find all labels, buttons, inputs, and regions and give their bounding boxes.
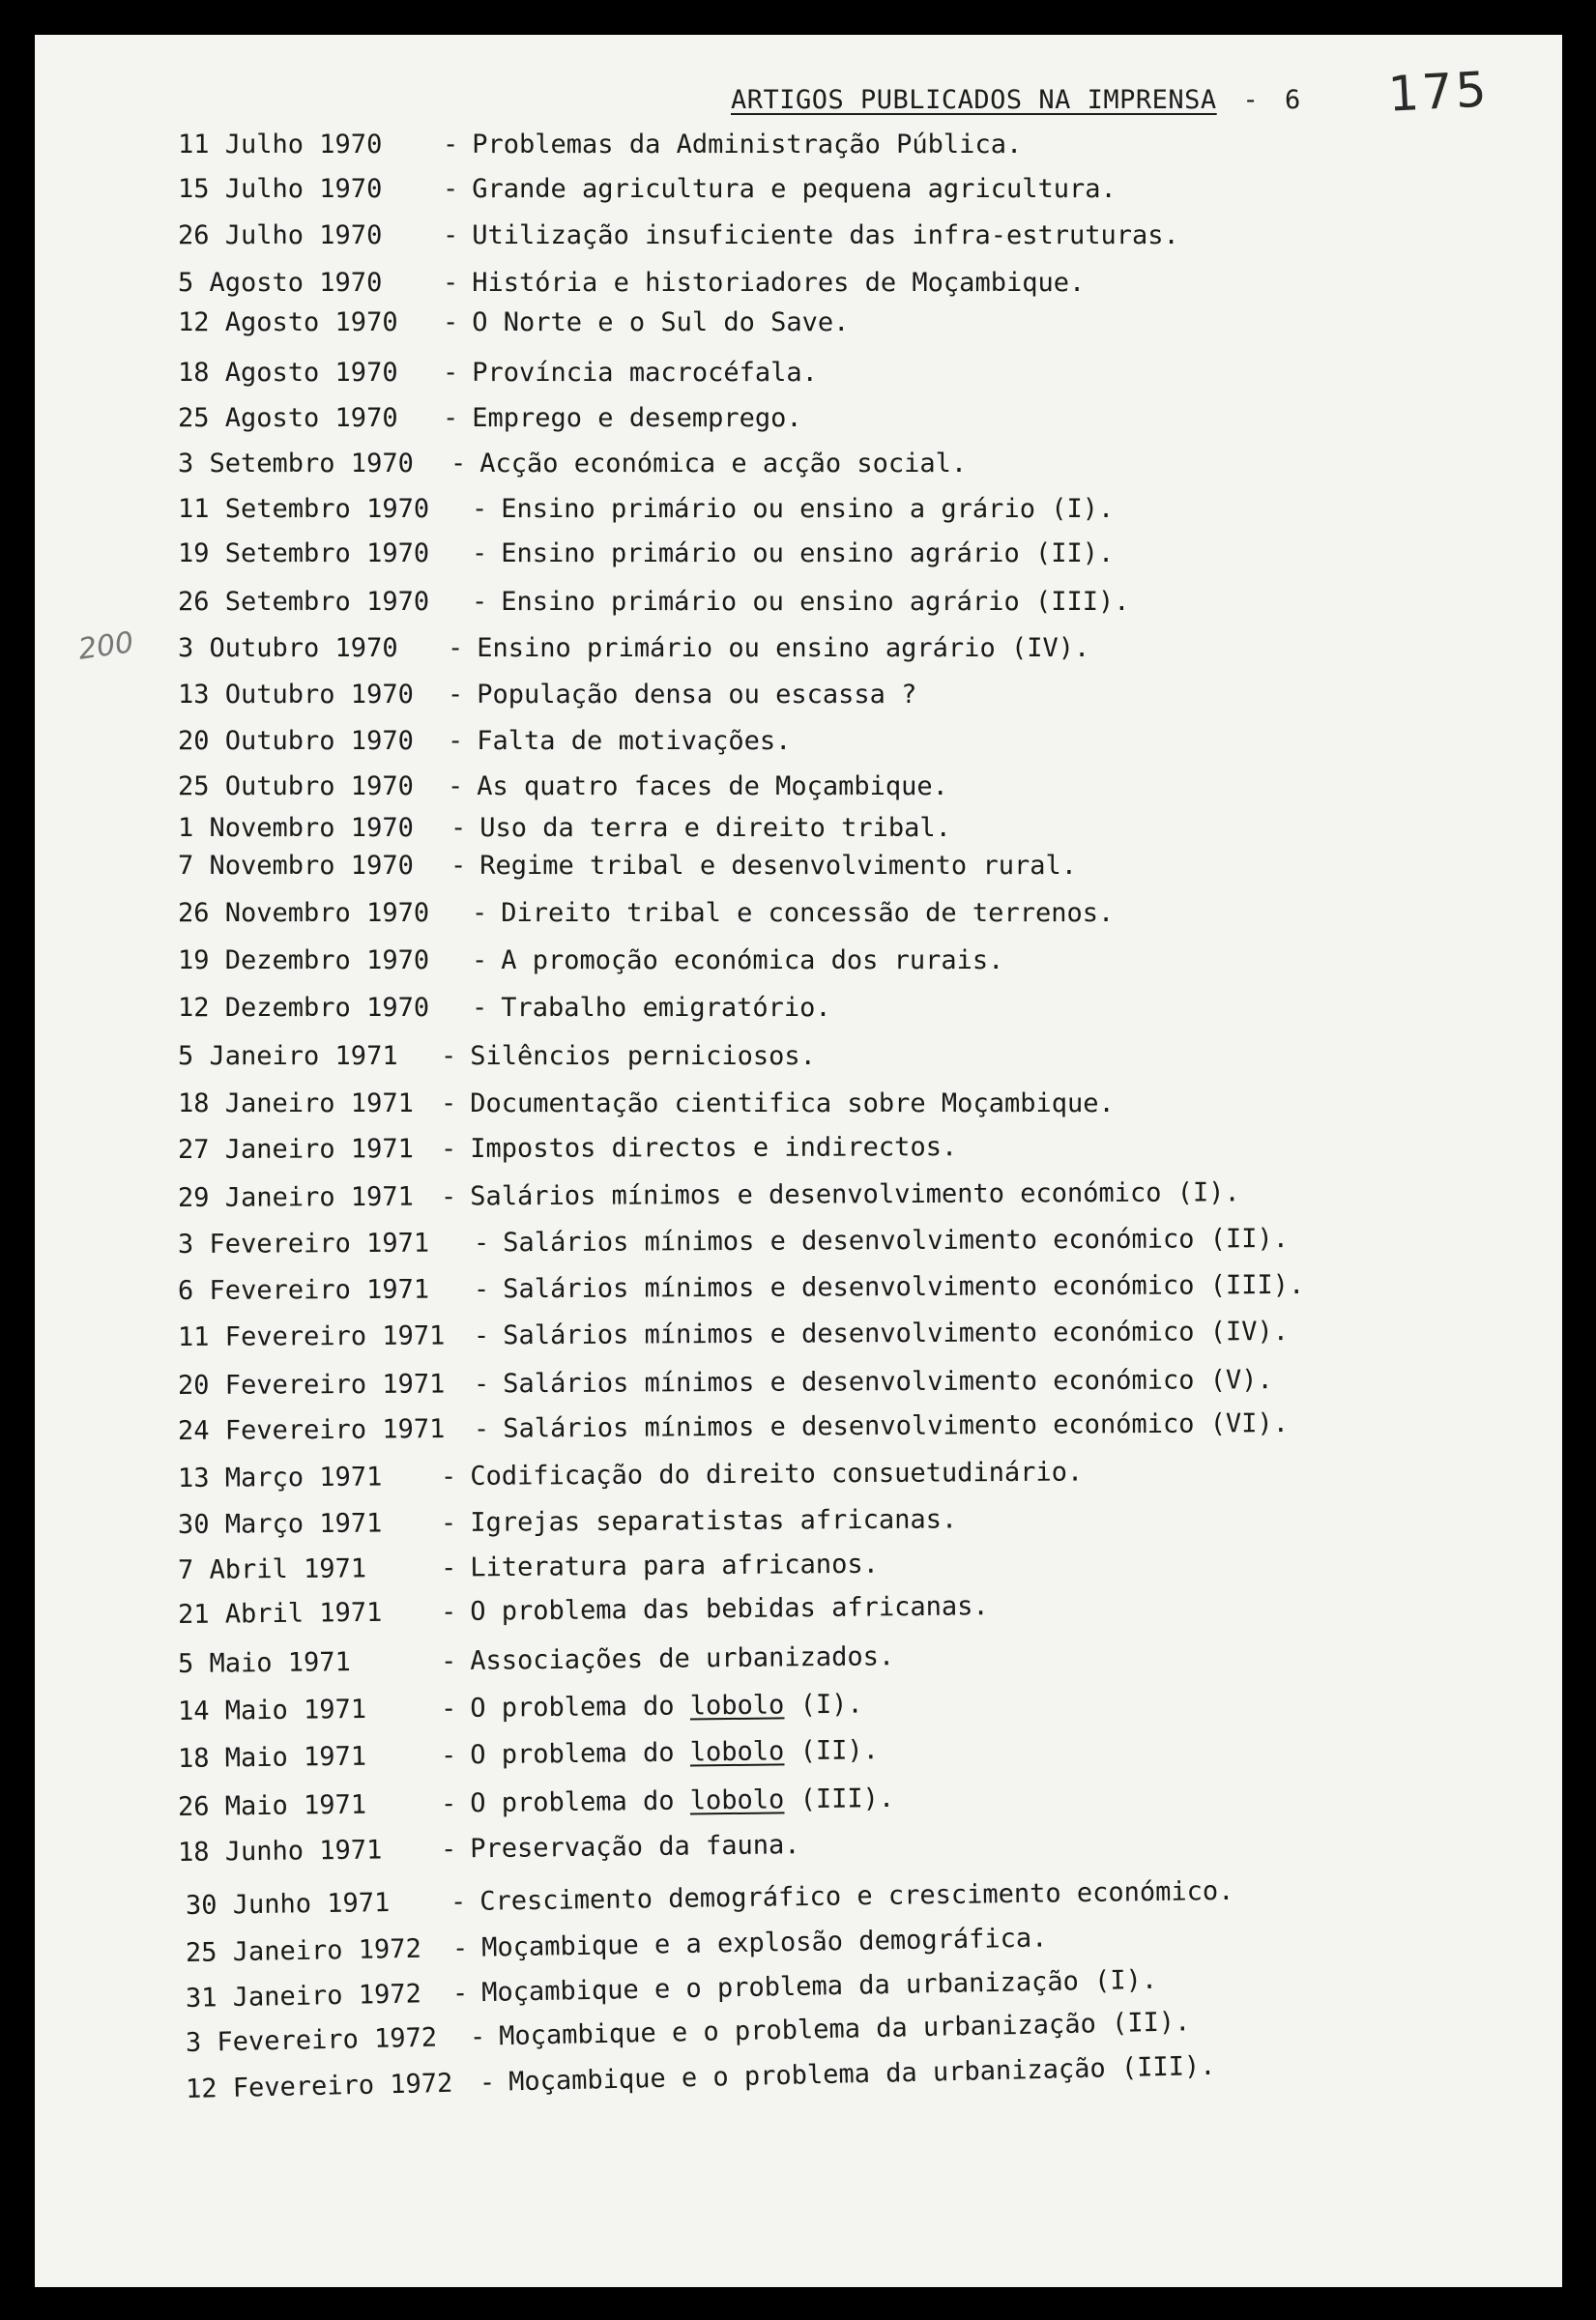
list-item (186, 1965, 1158, 2014)
entry-topic-end: (I). (784, 1689, 863, 1721)
entry-date: 18 Junho 1971 (177, 1835, 383, 1868)
entry-date: 3 Fevereiro 1972 (185, 2022, 438, 2058)
entry-date: 31 Janeiro 1972 (185, 1979, 422, 2014)
list-item (178, 1317, 1289, 1352)
list-item (178, 1735, 879, 1774)
entry-separator: - (443, 307, 459, 337)
entry-topic-end: (III). (784, 1783, 895, 1815)
entry-date: 3 Fevereiro 1971 (177, 1228, 430, 1260)
entry-topic: Crescimento demográfico e crescimento económico. (479, 1875, 1234, 1917)
entry-separator: - (440, 1552, 457, 1583)
entry-topic: A promoção económica dos rurais. (501, 945, 1004, 975)
entry-separator: - (473, 1320, 490, 1351)
entry-topic: Ensino primário ou ensino a grário (I). (501, 494, 1115, 524)
entry-date: 11 Julho 1970 (178, 130, 383, 160)
header-number: 6 (1284, 85, 1301, 115)
entry-topic: Regime tribal e desenvolvimento rural. (479, 851, 1077, 881)
entry-date: 11 Fevereiro 1971 (177, 1320, 446, 1352)
list-item (178, 494, 1114, 524)
entry-date: 27 Janeiro 1971 (177, 1134, 414, 1165)
list-item (186, 1876, 1234, 1921)
entry-date: 25 Agosto 1970 (178, 403, 398, 433)
entry-topic: Ensino primário ou ensino agrário (IV). (477, 633, 1090, 663)
list-item (186, 2007, 1191, 2058)
entry-date: 25 Janeiro 1972 (185, 1933, 422, 1968)
page-header (731, 85, 1301, 115)
list-item (178, 358, 818, 388)
list-item (178, 633, 1089, 663)
list-item (178, 403, 802, 433)
entry-date: 12 Fevereiro 1972 (185, 2068, 453, 2104)
list-item (178, 1041, 816, 1071)
entry-topic: O problema das bebidas africanas. (470, 1591, 989, 1627)
entry-topic (470, 1784, 894, 1818)
entry-separator: - (450, 1886, 467, 1918)
entry-topic: Uso da terra e direito tribal. (479, 813, 951, 843)
entry-topic: Silêncios perniciosos. (470, 1041, 816, 1071)
entry-date: 6 Fevereiro 1971 (177, 1274, 430, 1306)
list-item (178, 1550, 879, 1585)
entry-date: 26 Maio 1971 (177, 1789, 367, 1822)
entry-topic: Utilização insuficiente das infra-estruturas. (472, 220, 1179, 250)
entry-topic: Associações de urbanizados. (470, 1641, 895, 1676)
entry-topic: História e historiadores de Moçambique. (472, 268, 1086, 298)
list-item (178, 130, 1022, 160)
list-item (186, 1923, 1048, 1968)
entry-date: 18 Agosto 1970 (178, 358, 398, 388)
list-item (178, 1591, 989, 1630)
entry-date: 3 Outubro 1970 (178, 633, 398, 663)
entry-separator: - (440, 1788, 457, 1819)
list-item (178, 174, 1117, 204)
entry-date: 12 Dezembro 1970 (178, 993, 430, 1023)
entry-topic: Codificação do direito consuetudinário. (470, 1457, 1084, 1492)
entry-topic-underlined: lobolo (689, 1784, 785, 1816)
entry-date: 19 Setembro 1970 (178, 538, 430, 568)
entry-topic: Falta de motivações. (477, 726, 792, 756)
entry-separator: - (440, 1693, 457, 1725)
entry-topic (470, 1690, 863, 1724)
entry-date: 13 Março 1971 (177, 1462, 383, 1494)
entry-topic: Salários mínimos e desenvolvimento económico (II). (503, 1223, 1290, 1259)
entry-separator: - (448, 633, 464, 663)
list-item (178, 1088, 1115, 1118)
entry-topic: Salários mínimos e desenvolvimento económico (VI). (503, 1407, 1290, 1444)
entry-topic: Salários mínimos e desenvolvimento económico (IV). (503, 1316, 1290, 1351)
entry-separator: - (450, 851, 467, 881)
entry-date: 14 Maio 1971 (177, 1694, 367, 1726)
entry-separator: - (448, 726, 464, 756)
entry-date: 30 Junho 1971 (185, 1888, 391, 1921)
entry-topic: Província macrocéfala. (472, 358, 818, 388)
entry-separator: - (440, 1596, 457, 1628)
entry-separator: - (448, 771, 464, 801)
list-item (178, 771, 948, 801)
entry-separator: - (469, 2021, 486, 2052)
list-item (178, 1177, 1240, 1213)
entry-topic: Literatura para africanos. (470, 1549, 880, 1583)
entry-topic: Preservação da fauna. (470, 1830, 800, 1865)
list-item (178, 449, 967, 478)
entry-topic: Moçambique e a explosão demográfica. (480, 1923, 1048, 1963)
list-item (178, 680, 916, 710)
entry-separator: - (443, 220, 459, 250)
entry-separator: - (448, 680, 464, 710)
entry-topic: Problemas da Administração Pública. (472, 130, 1023, 160)
entry-topic: Ensino primário ou ensino agrário (III). (501, 587, 1130, 617)
entry-topic: Acção económica e acção social. (479, 449, 968, 478)
entry-separator: - (473, 1413, 490, 1444)
list-item (178, 1270, 1304, 1306)
list-item (178, 851, 1077, 881)
entry-date: 7 Novembro 1970 (178, 851, 414, 881)
entry-separator: - (472, 538, 488, 568)
entry-date: 25 Outubro 1970 (178, 771, 414, 801)
entry-separator: - (450, 813, 467, 843)
entry-date: 5 Agosto 1970 (178, 268, 383, 298)
entry-separator: - (473, 1274, 490, 1305)
entry-topic-start: O problema do (470, 1737, 690, 1771)
list-item (178, 993, 831, 1023)
entry-separator: - (440, 1834, 457, 1865)
list-item (178, 268, 1085, 298)
entry-separator: - (440, 1645, 457, 1677)
entry-date: 3 Setembro 1970 (178, 449, 414, 478)
entry-date: 24 Fevereiro 1971 (177, 1414, 446, 1446)
entry-date: 30 Março 1971 (177, 1508, 383, 1540)
entry-separator: - (479, 2067, 496, 2099)
list-item (178, 1784, 895, 1822)
entry-topic: Ensino primário ou ensino agrário (II). (501, 538, 1115, 568)
entry-topic: População densa ou escassa ? (477, 680, 917, 710)
entry-separator: - (472, 587, 488, 617)
entry-date: 20 Fevereiro 1971 (177, 1369, 446, 1401)
entry-date: 13 Outubro 1970 (178, 680, 414, 710)
entry-separator: - (440, 1133, 457, 1165)
entry-topic: Documentação cientifica sobre Moçambique. (470, 1088, 1115, 1118)
header-separator: - (1242, 85, 1260, 115)
entry-date: 5 Maio 1971 (177, 1647, 351, 1679)
entry-topic: Emprego e desemprego. (472, 403, 802, 433)
list-item (178, 587, 1129, 617)
entry-topic (470, 1735, 879, 1770)
entry-separator: - (443, 130, 459, 160)
entry-separator: - (472, 494, 488, 524)
entry-separator: - (473, 1369, 490, 1400)
entry-separator: - (440, 1740, 457, 1771)
entry-separator: - (443, 403, 459, 433)
entry-date: 18 Janeiro 1971 (178, 1088, 414, 1118)
entry-topic: Impostos directos e indirectos. (470, 1132, 958, 1164)
entry-topic: Igrejas separatistas africanas. (470, 1504, 958, 1538)
entry-date: 19 Dezembro 1970 (178, 945, 430, 975)
entry-topic-underlined: lobolo (689, 1690, 785, 1722)
entry-separator: - (443, 174, 459, 204)
list-item (178, 1504, 957, 1540)
list-item (178, 1132, 957, 1165)
entry-separator: - (450, 449, 467, 478)
margin-note: 200 (75, 625, 136, 667)
entry-separator: - (443, 358, 459, 388)
list-item (178, 1641, 894, 1679)
entry-date: 7 Abril 1971 (177, 1553, 367, 1585)
entry-separator: - (441, 1088, 457, 1118)
list-item (178, 726, 791, 756)
entry-separator: - (473, 1228, 490, 1259)
list-item (178, 1224, 1289, 1260)
entry-separator: - (440, 1461, 457, 1493)
entry-topic-end: (II). (784, 1735, 880, 1767)
entry-date: 29 Janeiro 1971 (177, 1181, 414, 1213)
entry-topic: Salários mínimos e desenvolvimento económico (III). (503, 1269, 1305, 1305)
entry-separator: - (472, 993, 488, 1023)
entry-date: 26 Julho 1970 (178, 220, 383, 250)
entry-date: 11 Setembro 1970 (178, 494, 430, 524)
entry-topic: O Norte e o Sul do Save. (472, 307, 850, 337)
entry-topic: Moçambique e o problema da urbanização (II). (498, 2007, 1191, 2052)
list-item (178, 1408, 1289, 1446)
entry-topic: Grande agricultura e pequena agricultura. (472, 174, 1117, 204)
entry-date: 26 Setembro 1970 (178, 587, 430, 617)
entry-date: 5 Janeiro 1971 (178, 1041, 398, 1071)
entry-separator: - (440, 1507, 457, 1539)
header-title: ARTIGOS PUBLICADOS NA IMPRENSA (731, 85, 1217, 115)
list-item (178, 813, 951, 843)
entry-separator: - (441, 1041, 457, 1071)
entry-date: 21 Abril 1971 (177, 1597, 383, 1630)
entry-date: 15 Julho 1970 (178, 174, 383, 204)
entry-separator: - (472, 945, 488, 975)
entry-topic: As quatro faces de Moçambique. (477, 771, 948, 801)
list-item (178, 1457, 1083, 1494)
entry-separator: - (451, 1978, 469, 2009)
entry-topic: Direito tribal e concessão de terrenos. (501, 898, 1115, 928)
list-item (178, 1830, 800, 1868)
entry-separator: - (443, 268, 459, 298)
list-item (178, 538, 1114, 568)
entry-separator: - (451, 1932, 469, 1964)
entry-topic: Moçambique e o problema da urbanização (III). (508, 2050, 1216, 2098)
entry-topic: Salários mínimos e desenvolvimento económico (I). (470, 1177, 1240, 1212)
entry-topic: Moçambique e o problema da urbanização (I). (480, 1964, 1158, 2009)
list-item (178, 1365, 1273, 1401)
entry-topic: Salários mínimos e desenvolvimento económico (V). (503, 1365, 1273, 1400)
list-item (178, 945, 1003, 975)
entry-date: 1 Novembro 1970 (178, 813, 414, 843)
entry-topic: Trabalho emigratório. (501, 993, 831, 1023)
entry-topic-start: O problema do (470, 1785, 690, 1819)
entry-date: 26 Novembro 1970 (178, 898, 430, 928)
list-item (178, 898, 1114, 928)
list-item (178, 220, 1179, 250)
entry-topic-underlined: lobolo (689, 1736, 785, 1768)
handwritten-page-number: 175 (1386, 61, 1491, 123)
document-page (35, 35, 1562, 2287)
entry-date: 20 Outubro 1970 (178, 726, 414, 756)
entry-separator: - (440, 1181, 457, 1212)
list-item (186, 2051, 1216, 2104)
list-item (178, 307, 849, 337)
list-item (178, 1690, 863, 1726)
entry-separator: - (472, 898, 488, 928)
entry-date: 18 Maio 1971 (177, 1741, 367, 1774)
entry-topic-start: O problema do (470, 1691, 690, 1724)
entry-date: 12 Agosto 1970 (178, 307, 398, 337)
